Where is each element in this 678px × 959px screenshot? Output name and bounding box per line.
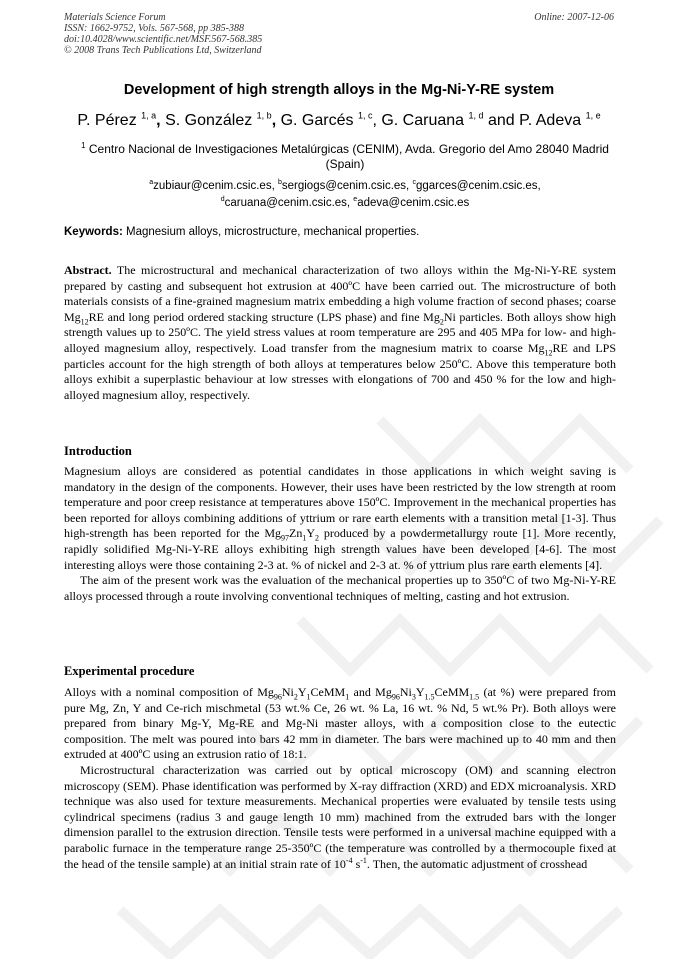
author-list: P. Pérez $^{1, a}$, S. González $^{1, b}$, G. Garcés $^{1, c}$, G. Caruana $^{1, d}$ and P. Adeva $^{1, e}$: [77, 110, 601, 129]
section-heading-introduction: Introduction: [64, 444, 132, 458]
author: P. Pérez $^{1, a}$: [77, 110, 157, 129]
author: S. González $^{1, b}$: [165, 110, 272, 129]
affiliation: [80, 138, 610, 172]
paper-title: Development of high strength alloys in the Mg-Ni-Y-RE system: [123, 82, 555, 98]
abstract-text: The microstructural and mechanical characterization of two alloys within the Mg-Ni-Y-RE system prepared by casting and subsequent hot extrusion at 400ºC have been carried out. The microstructure of both materials consists of a fine-grained magnesium matrix embedding a high volume fraction of second phases; coarse $Mg_{12}RE$ and long period ordered stacking structure (LPS phase) and fine $Mg_2Ni$ particles. Both alloys show high strength values up to 250ºC. The yield stress values at room temperature are 295 and 405 MPa for low- and high-alloyed magnesium alloy, respectively. Load transfer from the magnesium matrix to coarse $Mg_{12}RE$ and LPS particles account for the high strength of both alloys at temperatures below 250ºC. Above this temperature both alloys exhibit a superplastic behaviour at low stresses with elongations of 700 and 450 % for the low and high-alloyed magnesium alloy, respectively.: [64, 263, 616, 402]
email-list: $^a$zubiaur@cenim.csic.es, $^b$sergiogs@cenim.csic.es, $^c$ggarces@cenim.csic.es, $^d$caruana@cenim.csic.es, $^e$adeva@cenim.csic.es: [149, 179, 541, 209]
email-link[interactable]: sergiogs@cenim.csic.es: [281, 179, 407, 192]
journal-header: [64, 12, 262, 56]
author: G. Garcés $^{1, c}$: [280, 110, 373, 129]
section-heading-experimental: Experimental procedure: [64, 664, 195, 678]
email-link[interactable]: ggarces@cenim.csic.es: [415, 179, 538, 192]
paragraph: The aim of the present work was the evaluation of the mechanical properties up to 350ºC of two Mg-Ni-Y-RE alloys processed through a route involving conventional techniques of melting, casting and hot extrusion.: [64, 573, 616, 603]
author: P. Adeva $^{1, e}$: [519, 110, 601, 129]
abstract-label: Abstract.: [64, 263, 112, 277]
issn-line: ISSN: 1662-9752, Vols. 567-568, pp 385-388: [64, 23, 244, 34]
paragraph: Alloys with a nominal composition of $Mg_{96}Ni_2Y_1CeMM_1$ and $Mg_{96}Ni_3Y_{1.5}CeMM_{1.5}$ (at %) were prepared from pure Mg, Zn, Y and Ce-rich mischmetal (53 wt.% Ce, 26 wt. % La, 16 wt. % Nd, 5 wt.% Pr). Both alloys were prepared from binary Mg-Y, Mg-RE and Mg-Ni master alloys, with a composition close to the eutectic composition. The melt was poured into bars 42 mm in diameter. The bars were machined up to 40 mm and then extruded at 400ºC using an extrusion ratio of 18:1.: [64, 685, 616, 762]
journal-name: Materials Science Forum: [64, 12, 166, 23]
copyright-line: © 2008 Trans Tech Publications Ltd, Switzerland: [64, 45, 262, 56]
experimental-body: [64, 685, 616, 872]
abstract: [64, 263, 616, 403]
keywords: [64, 226, 616, 238]
keywords-text: Magnesium alloys, microstructure, mechanical properties.: [122, 226, 420, 238]
paragraph: Magnesium alloys are considered as potential candidates in those applications in which weight saving is mandatory in the design of the components. However, their uses have been restricted by the low strength at room temperature and poor creep resistance at temperatures above 150ºC. Improvement in the mechanical properties has been reported for alloys combining additions of yttrium or rare earth elements with a transition metal [1-3]. Thus high-strength has been reported for the $Mg_{97}Zn_1Y_2$ produced by a powdermetallurgy route [1]. More recently, rapidly solidified Mg-Ni-Y-RE alloys exhibiting high strength values have been developed [4-6]. The most interesting alloys were those containing 2-3 at. % of nickel and 2-3 at. % of yttrium plus rare earth elements [4].: [64, 464, 616, 572]
keywords-label: Keywords:: [64, 226, 123, 238]
affiliation-marker: 1: [81, 141, 86, 150]
affiliation-text: Centro Nacional de Investigaciones Metalúrgicas (CENIM), Avda. Gregorio del Amo 28040 Madrid (Spain): [88, 142, 609, 171]
online-date: Online: 2007-12-06: [534, 12, 614, 23]
email-link[interactable]: zubiaur@cenim.csic.es: [153, 179, 272, 192]
email-link[interactable]: adeva@cenim.csic.es: [357, 196, 470, 209]
author: G. Caruana $^{1, d}$: [381, 110, 484, 129]
email-link[interactable]: caruana@cenim.csic.es: [224, 196, 347, 209]
doi-line: doi:10.4028/www.scientific.net/MSF.567-568.385: [64, 34, 263, 45]
introduction-body: [64, 464, 616, 604]
paragraph: Microstructural characterization was carried out by optical microscopy (OM) and scanning electron microscopy (SEM). Phase identification was performed by X-ray diffraction (XRD) and EDX microanalysis. XRD technique was also used for texture measurements. Mechanical properties were evaluated by tensile tests using cylindrical specimens (radius 3 and gauge length 10 mm) machined from the extruded bars with the longer dimension parallel to the extrusion direction. Tensile tests were performed in a universal machine equipped with a parabolic furnace in the temperature range 25-350ºC (the temperature was controlled by a thermocouple fixed at the head of the tensile sample) at an initial strain rate of $10^{-4}$ $s^{-1}$. Then, the automatic adjustment of crosshead: [64, 762, 616, 871]
